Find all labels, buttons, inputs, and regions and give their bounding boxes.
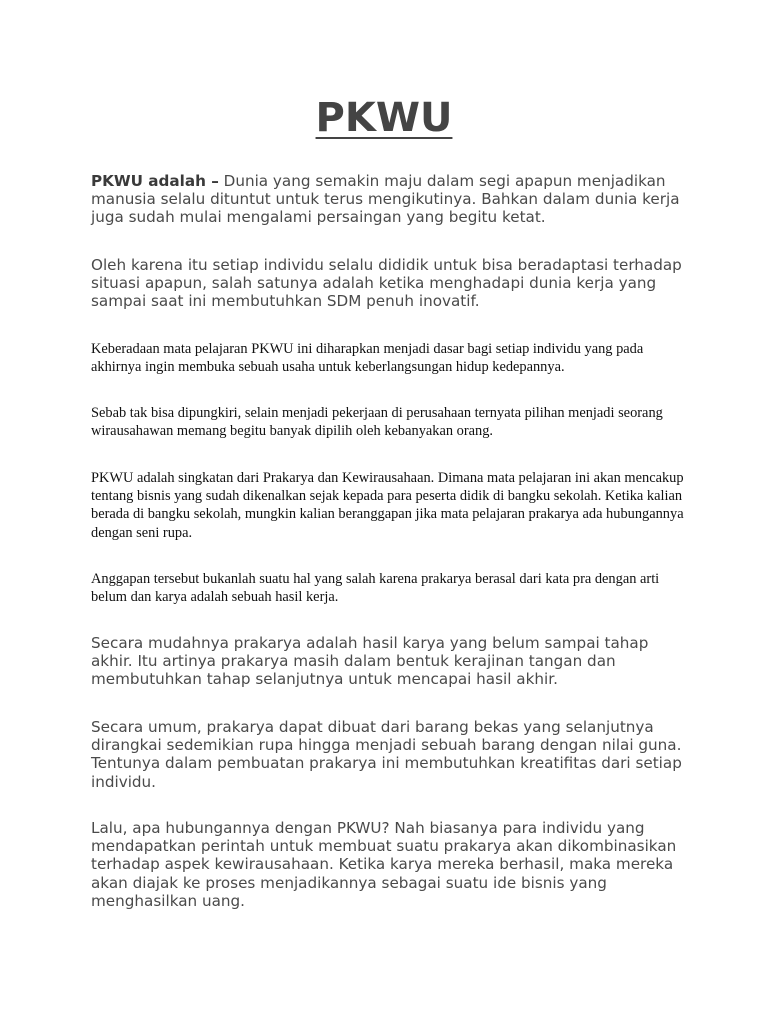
paragraph-5: PKWU adalah singkatan dari Prakarya dan Kewirausahaan. Dimana mata pelajaran ini akan mencakup tentang bisnis yang sudah dikenalkan sejak kepada para peserta didik di bangku sekolah. Ketika kalian berada di bangku sekolah, mungkin kalian beranggapan jika mata pelajaran prakarya ada hubungannya dengan seni rupa. bbox=[91, 470, 684, 541]
paragraph-text: Dunia yang semakin maju dalam segi apapun menjadikan manusia selalu dituntut untuk terus mengikutinya. Bahkan dalam dunia kerja juga sudah mulai mengalami persaingan yang begitu ketat. bbox=[91, 172, 680, 227]
paragraph-2: Oleh karena itu setiap individu selalu dididik untuk bisa beradaptasi terhadap situasi apapun, salah satunya adalah ketika menghadapi dunia kerja yang sampai saat ini membutuhkan SDM penuh inovatif. bbox=[91, 256, 682, 311]
paragraph-7: Secara mudahnya prakarya adalah hasil karya yang belum sampai tahap akhir. Itu artinya prakarya masih dalam bentuk kerajinan tangan dan membutuhkan tahap selanjutnya untuk mencapai hasil akhir. bbox=[91, 634, 649, 689]
paragraph-4: Sebab tak bisa dipungkiri, selain menjadi pekerjaan di perusahaan ternyata pilihan menjadi seorang wirausahawan memang begitu banyak dipilih oleh kebanyakan orang. bbox=[91, 405, 663, 440]
paragraph-lead: PKWU adalah – bbox=[91, 172, 219, 190]
page-title: PKWU bbox=[315, 95, 453, 141]
paragraph-9: Lalu, apa hubungannya dengan PKWU? Nah biasanya para individu yang mendapatkan perintah untuk membuat suatu prakarya akan dikombinasikan terhadap aspek kewirausahaan. Ketika karya mereka berhasil, maka mereka akan diajak ke proses menjadikannya sebagai suatu ide bisnis yang menghasilkan uang. bbox=[91, 819, 677, 910]
paragraph-8: Secara umum, prakarya dapat dibuat dari barang bekas yang selanjutnya dirangkai sedemikian rupa hingga menjadi sebuah barang dengan nilai guna. Tentunya dalam pembuatan prakarya ini membutuhkan kreatifitas dari setiap individu. bbox=[91, 718, 682, 791]
paragraph-6: Anggapan tersebut bukanlah suatu hal yang salah karena prakarya berasal dari kata pra dengan arti belum dan karya adalah sebuah hasil kerja. bbox=[91, 571, 660, 606]
paragraph-3: Keberadaan mata pelajaran PKWU ini diharapkan menjadi dasar bagi setiap individu yang pada akhirnya ingin membuka sebuah usaha untuk keberlangsungan hidup kedepannya. bbox=[91, 341, 644, 376]
paragraph-1 bbox=[91, 172, 691, 227]
